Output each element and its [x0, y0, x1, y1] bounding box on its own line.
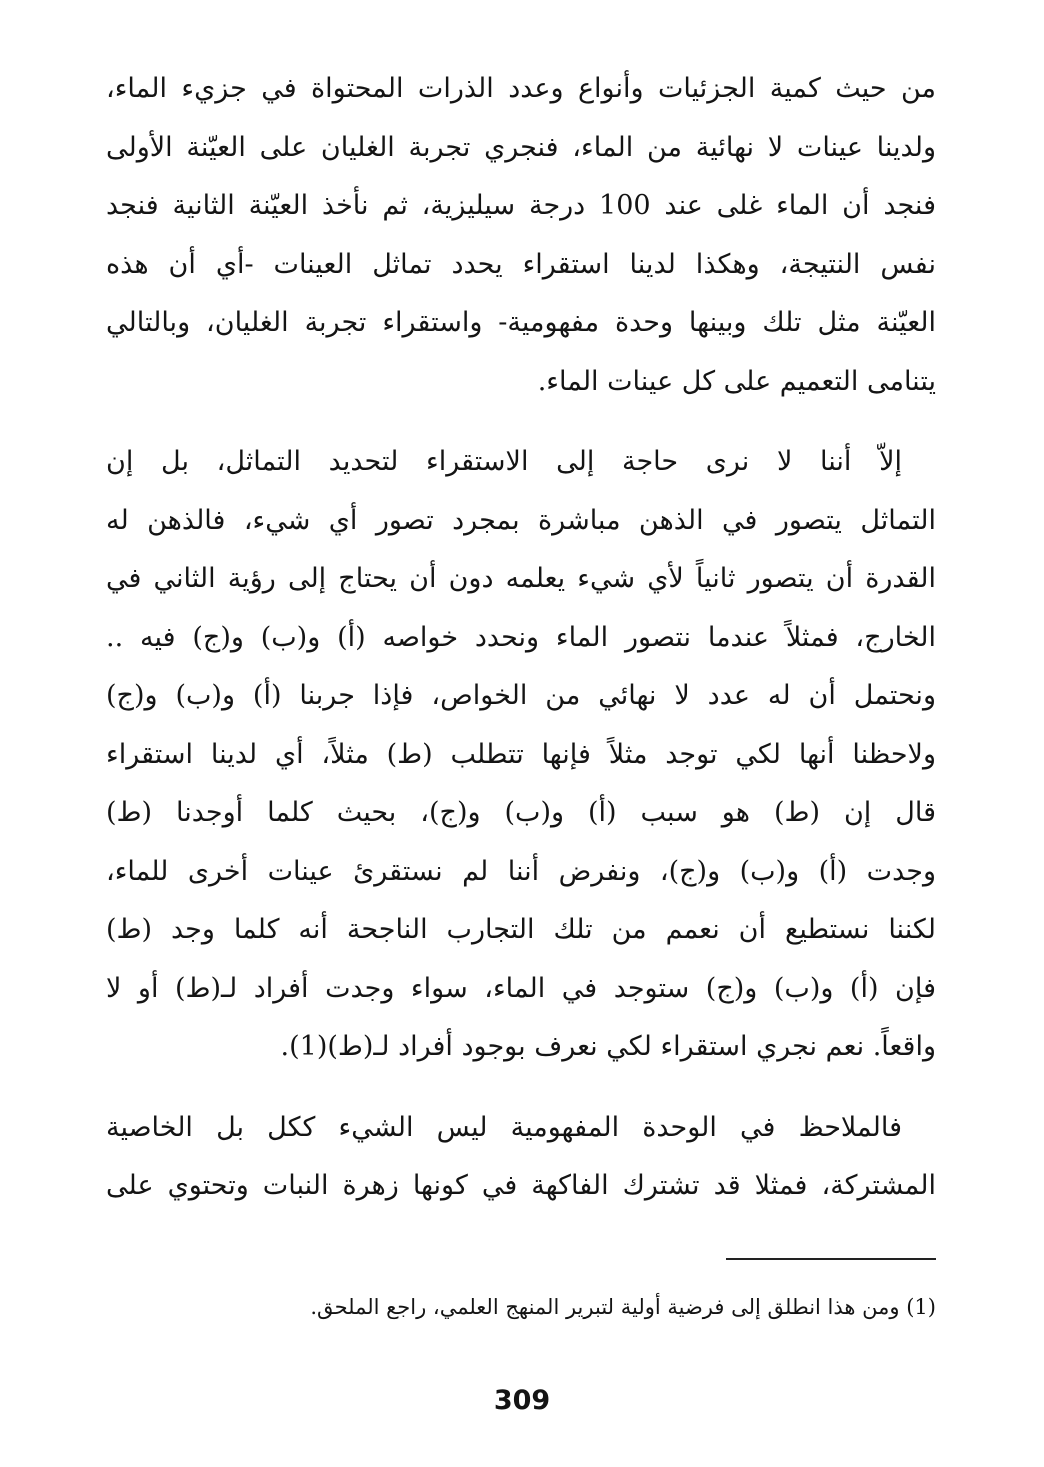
page-number: 309 [493, 1385, 551, 1416]
text-line: الخارج، فمثلاً عندما نتصور الماء ونحدد خواصه (أ) و(ب) و(ج) فيه .. [106, 621, 936, 653]
text-line: ولدينا عينات لا نهائية من الماء، فنجري تجربة الغليان على العيّنة الأولى [106, 131, 936, 163]
paragraph-water-samples [106, 60, 936, 411]
text-line: قال إن (ط) هو سبب (أ) و(ب) و(ج)، بحيث كلما أوجدنا (ط) [106, 797, 936, 828]
text-line: ولاحظنا أنها لكي توجد مثلاً فإنها تتطلب (ط) مثلاً، أي لدينا استقراء [106, 738, 936, 770]
text-line: ونحتمل أن له عدد لا نهائي من الخواص، فإذا جربنا (أ) و(ب) و(ج) [106, 680, 936, 711]
text-line: التماثل يتصور في الذهن مباشرة بمجرد تصور أي شيء، فالذهن له [106, 504, 936, 536]
footnote-separator [726, 1258, 936, 1260]
footnote: (1) ومن هذا انطلق إلى فرضية أولية لتبرير المنهج العلمي، راجع الملحق. [310, 1295, 936, 1319]
text-line: يتنامى التعميم على كل عينات الماء. [537, 365, 936, 397]
text-line: نفس النتيجة، وهكذا لدينا استقراء يحدد تماثل العينات -أي أن هذه [106, 248, 936, 280]
body-text [106, 60, 936, 1238]
paragraph-similarity [106, 433, 936, 1077]
text-line: العيّنة مثل تلك وبينها وحدة مفهومية- واستقراء تجربة الغليان، وبالتالي [106, 307, 936, 338]
paragraph-conceptual-unity [106, 1099, 936, 1216]
text-line: المشتركة، فمثلا قد تشترك الفاكهة في كونها زهرة النبات وتحتوي على [106, 1170, 936, 1201]
text-line: وجدت (أ) و(ب) و(ج)، ونفرض أننا لم نستقرئ عينات أخرى للماء، [106, 855, 936, 887]
text-line: القدرة أن يتصور ثانياً لأي شيء يعلمه دون أن يحتاج إلى رؤية الثاني في [106, 563, 936, 594]
text-line: لكننا نستطيع أن نعمم من تلك التجارب الناجحة أنه كلما وجد (ط) [106, 914, 936, 945]
text-line: فالملاحظ في الوحدة المفهومية ليس الشيء ككل بل الخاصية [106, 1111, 902, 1143]
text-line: فنجد أن الماء غلى عند 100 درجة سيليزية، ثم نأخذ العيّنة الثانية فنجد [106, 190, 936, 221]
text-line: من حيث كمية الجزئيات وأنواع وعدد الذرات المحتواة في جزيء الماء، [106, 73, 936, 104]
text-line: إلاّ أننا لا نرى حاجة إلى الاستقراء لتحديد التماثل، بل إن [106, 446, 902, 477]
text-line: فإن (أ) و(ب) و(ج) ستوجد في الماء، سواء وجدت أفراد لـ(ط) أو لا [106, 972, 936, 1004]
text-line: واقعاً. نعم نجري استقراء لكي نعرف بوجود أفراد لـ(ط)(1). [280, 1031, 936, 1062]
